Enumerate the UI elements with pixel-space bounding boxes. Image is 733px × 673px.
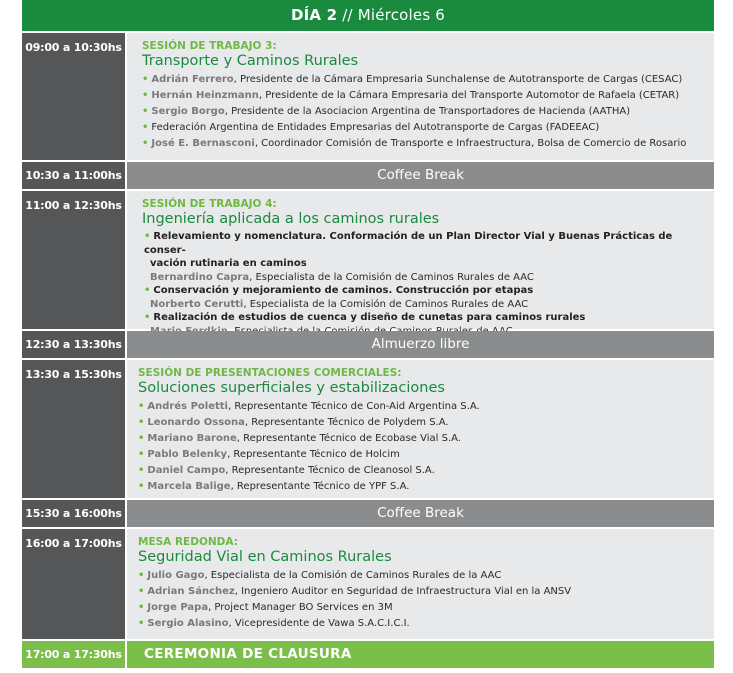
session-time: 11:00 a 12:30hs [22,191,125,329]
session-row-4 [22,527,714,639]
session-row-1 [22,31,714,160]
topic-item [142,311,706,325]
speaker-role: , Presidente de la Asociacion Argentina de Transportadores de Hacienda (AATHA) [224,106,631,117]
session-label: MESA REDONDA: [138,536,238,548]
day-label: DÍA 2 [290,6,338,24]
bullet-icon: • [138,449,145,460]
bullet-icon: • [142,74,149,85]
session-content [127,529,714,639]
session-title: Ingeniería aplicada a los caminos rurales [142,211,440,227]
bullet-icon: • [138,417,145,428]
coffee-break-row-2 [22,498,714,527]
speaker-role: , Representante Técnico de Con-Aid Argentina S.A. [227,401,480,412]
speaker-name: Mariano Barone [147,433,237,444]
break-time: 10:30 a 11:00hs [22,162,125,189]
closing-time: 17:00 a 17:30hs [22,641,125,668]
bullet-icon: • [142,90,149,101]
session-label: SESIÓN DE PRESENTACIONES COMERCIALES: [138,367,402,379]
topic-title: Realización de estudios de cuenca y diseño de cunetas para caminos rurales [153,312,586,323]
speaker-name: José E. Bernasconi [151,138,255,149]
bullet-icon: • [144,285,151,296]
speaker-name: Hernán Heinzmann [151,90,259,101]
session-time: 09:00 a 10:30hs [22,33,125,160]
bullet-icon: • [142,122,149,133]
session-label: SESIÓN DE TRABAJO 4: [142,198,277,210]
speaker-role: , Representante Técnico de Holcim [227,449,400,460]
speaker-role: , Especialista de la Comisión de Caminos Rurales de AAC [243,298,529,310]
session-row-3 [22,358,714,498]
speaker-name: Sergio Alasino [147,618,229,629]
bullet-icon: • [138,586,145,597]
speaker-role: , Representante Técnico de Polydem S.A. [244,417,449,428]
session-content [127,360,714,498]
speaker-role: Federación Argentina de Entidades Empresarias del Autotransporte de Cargas (FADEEAC) [151,122,600,133]
session-content [127,33,714,160]
closing-label: CEREMONIA DE CLAUSURA [127,641,714,668]
day-header [22,0,714,31]
lunch-label: Almuerzo libre [127,331,714,358]
topic-title: Relevamiento y nomenclatura. Conformación de un Plan Director Vial y Buenas Prácticas de conser- [144,231,673,256]
speaker-name: Norberto Cerutti [150,298,244,310]
speaker-item [142,104,706,120]
topic-speaker [142,271,706,285]
bullet-icon: • [138,433,145,444]
speaker-name: Adrian Sánchez [147,586,235,597]
speaker-role: , Vicepresidente de Vawa S.A.C.I.C.I. [228,618,410,629]
bullet-icon: • [138,481,145,492]
speaker-role: , Coordinador Comisión de Transporte e Infraestructura, Bolsa de Comercio de Rosario [254,138,687,149]
speaker-name: Pablo Belenky [147,449,228,460]
bullet-icon: • [142,106,149,117]
topic-item [142,284,706,298]
session-label: SESIÓN DE TRABAJO 3: [142,40,277,52]
break-time: 12:30 a 13:30hs [22,331,125,358]
speaker-name: Julio Gago [147,570,205,581]
session-title: Soluciones superficiales y estabilizaciones [138,380,445,396]
break-label: Coffee Break [127,162,714,189]
speaker-role: , Representante Técnico de YPF S.A. [230,481,410,492]
speaker-item [138,431,706,447]
speaker-role: , Presidente de la Cámara Empresaria Sunchalense de Autotransporte de Cargas (CESAC) [233,74,683,85]
bullet-icon: • [138,602,145,613]
closing-row [22,639,714,668]
bullet-icon: • [138,618,145,629]
speaker-name: Marcela Balige [147,481,231,492]
bullet-icon: • [138,401,145,412]
bullet-icon: • [142,138,149,149]
speaker-role: , Representante Técnico de Cleanosol S.A. [225,465,435,476]
speaker-name: Daniel Campo [147,465,226,476]
bullet-icon: • [138,570,145,581]
speaker-item [142,72,706,88]
speaker-item [138,568,706,584]
speaker-item [138,415,706,431]
speaker-list [138,568,706,632]
speaker-name: Leonardo Ossona [147,417,245,428]
speaker-name: Bernardino Capra [150,271,250,283]
topic-list [142,230,706,338]
speaker-item [138,399,706,415]
speaker-name: Jorge Papa [147,602,209,613]
session-time: 13:30 a 15:30hs [22,360,125,498]
speaker-role: , Especialista de la Comisión de Caminos Rurales de AAC [249,271,534,283]
speaker-role: , Presidente de la Cámara Empresaria del Transporte Automotor de Rafaela (CETAR) [258,90,680,101]
session-time: 16:00 a 17:00hs [22,529,125,639]
coffee-break-row-1 [22,160,714,189]
speaker-item [142,136,706,152]
topic-title: Conservación y mejoramiento de caminos. Construcción por etapas [153,285,534,296]
day-date: Miércoles 6 [357,6,446,24]
lunch-row [22,329,714,358]
break-time: 15:30 a 16:00hs [22,500,125,527]
day-separator: // [342,6,353,24]
speaker-list [138,399,706,495]
speaker-role: , Project Manager BO Services en 3M [208,602,393,613]
speaker-role: , Especialista de la Comisión de Caminos Rurales de la AAC [204,570,502,581]
speaker-item [138,584,706,600]
session-title: Transporte y Caminos Rurales [142,53,359,69]
speaker-name: Sergio Borgo [151,106,225,117]
speaker-item [138,463,706,479]
bullet-icon: • [144,312,151,323]
speaker-item [138,479,706,495]
speaker-item [142,88,706,104]
session-row-2 [22,189,714,329]
speaker-item [142,120,706,136]
speaker-item [138,616,706,632]
bullet-icon: • [138,465,145,476]
speaker-item [138,447,706,463]
speaker-name: Adrián Ferrero [151,74,234,85]
topic-item [142,230,706,257]
topic-speaker [142,298,706,312]
session-content [127,191,714,329]
topic-title-cont: vación rutinaria en caminos [150,258,307,269]
speaker-list [142,72,706,152]
speaker-role: , Ingeniero Auditor en Seguridad de Infraestructura Vial en la ANSV [234,586,572,597]
speaker-name: Andrés Poletti [147,401,228,412]
speaker-role: , Representante Técnico de Ecobase Vial S.A. [236,433,461,444]
speaker-item [138,600,706,616]
break-label: Coffee Break [127,500,714,527]
bullet-icon: • [144,231,151,242]
agenda-table [22,0,714,668]
session-title: Seguridad Vial en Caminos Rurales [138,549,392,565]
